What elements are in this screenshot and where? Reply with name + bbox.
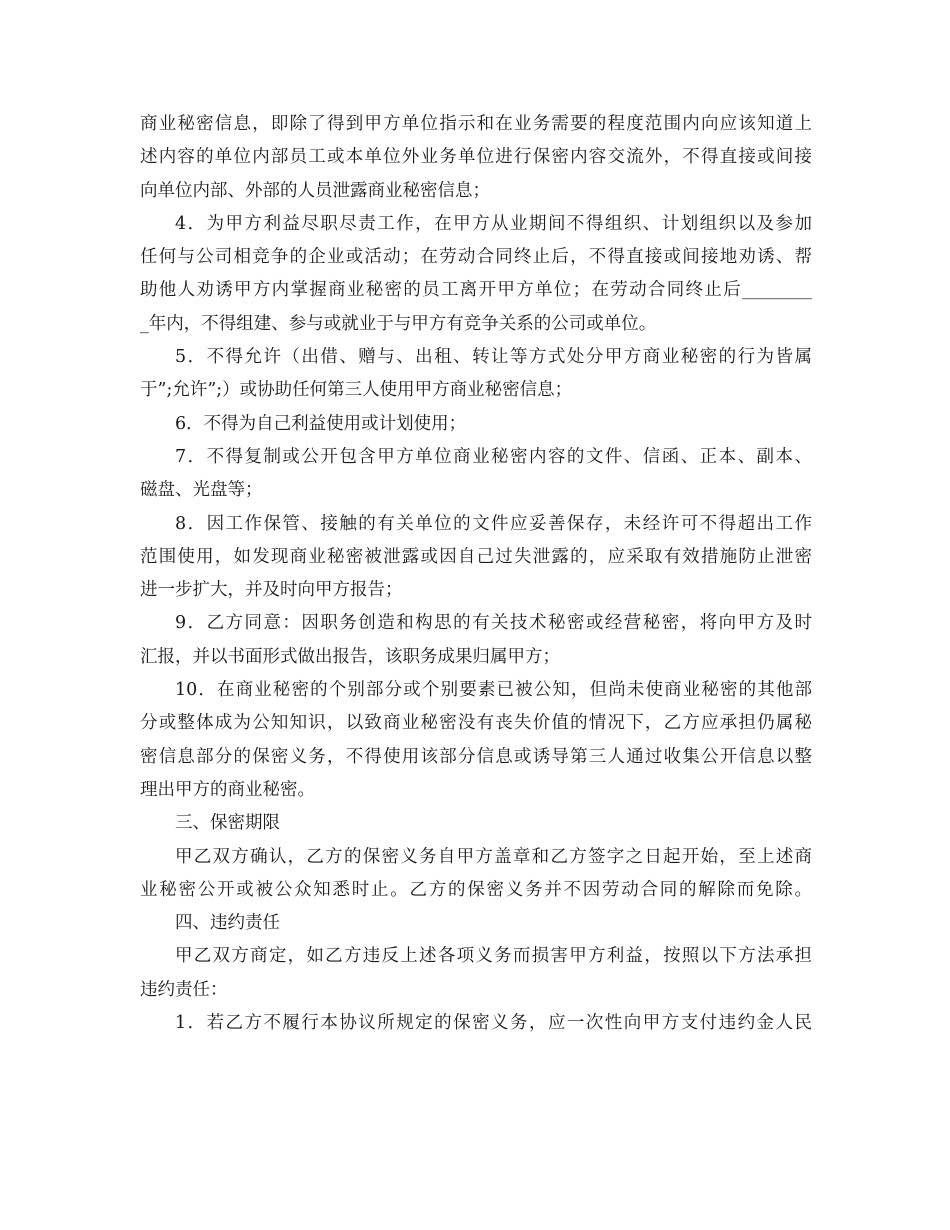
text-line: 向单位内部、外部的人员泄露商业秘密信息； xyxy=(140,180,490,201)
section-heading-term: 三、保密期限 xyxy=(175,813,280,834)
text-line: 商业秘密信息，即除了得到甲方单位指示和在业务需要的程度范围内向应该知道上 xyxy=(140,114,812,134)
text-line: 汇报，并以书面形式做出报告，该职务成果归属甲方； xyxy=(140,646,560,667)
numbered-item-8: 8．因工作保管、接触的有关单位的文件应妥善保存，未经许可不得超出工作 xyxy=(175,513,812,534)
text-line: 进一步扩大，并及时向甲方报告； xyxy=(140,580,403,601)
numbered-item-9: 9．乙方同意：因职务创造和构思的有关技术秘密或经营秘密，将向甲方及时 xyxy=(175,613,812,634)
text-line: 范围使用，如发现商业秘密被泄露或因自己过失泄露的，应采取有效措施防止泄密 xyxy=(140,546,812,567)
numbered-item-10: 10．在商业秘密的个别部分或个别要素已被公知，但尚未使商业秘密的其他部 xyxy=(175,680,812,701)
text-line: 甲乙双方商定，如乙方违反上述各项义务而损害甲方利益，按照以下方法承担 xyxy=(175,946,812,967)
numbered-item-1: 1．若乙方不履行本协议所规定的保密义务，应一次性向甲方支付违约金人民 xyxy=(175,1013,812,1034)
numbered-item-7: 7．不得复制或公开包含甲方单位商业秘密内容的文件、信函、正本、副本、 xyxy=(175,446,812,467)
text-line: _年内，不得组建、参与或就业于与甲方有竞争关系的公司或单位。 xyxy=(140,313,657,334)
text-line: 于”;允许”;）或协助任何第三人使用甲方商业秘密信息； xyxy=(140,380,573,401)
document-body xyxy=(140,108,812,1040)
text-line: 任何与公司相竞争的企业或活动；在劳动合同终止后，不得直接或间接地劝诱、帮 xyxy=(140,247,812,268)
numbered-item-4: 4．为甲方利益尽职尽责工作，在甲方从业期间不得组织、计划组织以及参加 xyxy=(175,213,812,234)
text-line: 助他人劝诱甲方内掌握商业秘密的员工离开甲方单位；在劳动合同终止后________ xyxy=(140,280,812,301)
text-line: 磁盘、光盘等； xyxy=(140,480,263,501)
text-line: 述内容的单位内部员工或本单位外业务单位进行保密内容交流外，不得直接或间接 xyxy=(140,147,812,168)
text-line: 理出甲方的商业秘密。 xyxy=(140,779,315,800)
text-line: 分或整体成为公知知识，以致商业秘密没有丧失价值的情况下，乙方应承担仍属秘 xyxy=(140,713,812,734)
text-line: 违约责任： xyxy=(140,979,228,1000)
numbered-item-5: 5．不得允许（出借、赠与、出租、转让等方式处分甲方商业秘密的行为皆属 xyxy=(175,347,812,368)
section-heading-liability: 四、违约责任 xyxy=(175,913,280,934)
text-line: 业秘密公开或被公众知悉时止。乙方的保密义务并不因劳动合同的解除而免除。 xyxy=(140,879,812,900)
text-line: 甲乙双方确认，乙方的保密义务自甲方盖章和乙方签字之日起开始，至上述商 xyxy=(175,846,812,867)
numbered-item-6: 6．不得为自己利益使用或计划使用； xyxy=(175,413,467,434)
text-line: 密信息部分的保密义务，不得使用该部分信息或诱导第三人通过收集公开信息以整 xyxy=(140,746,812,767)
